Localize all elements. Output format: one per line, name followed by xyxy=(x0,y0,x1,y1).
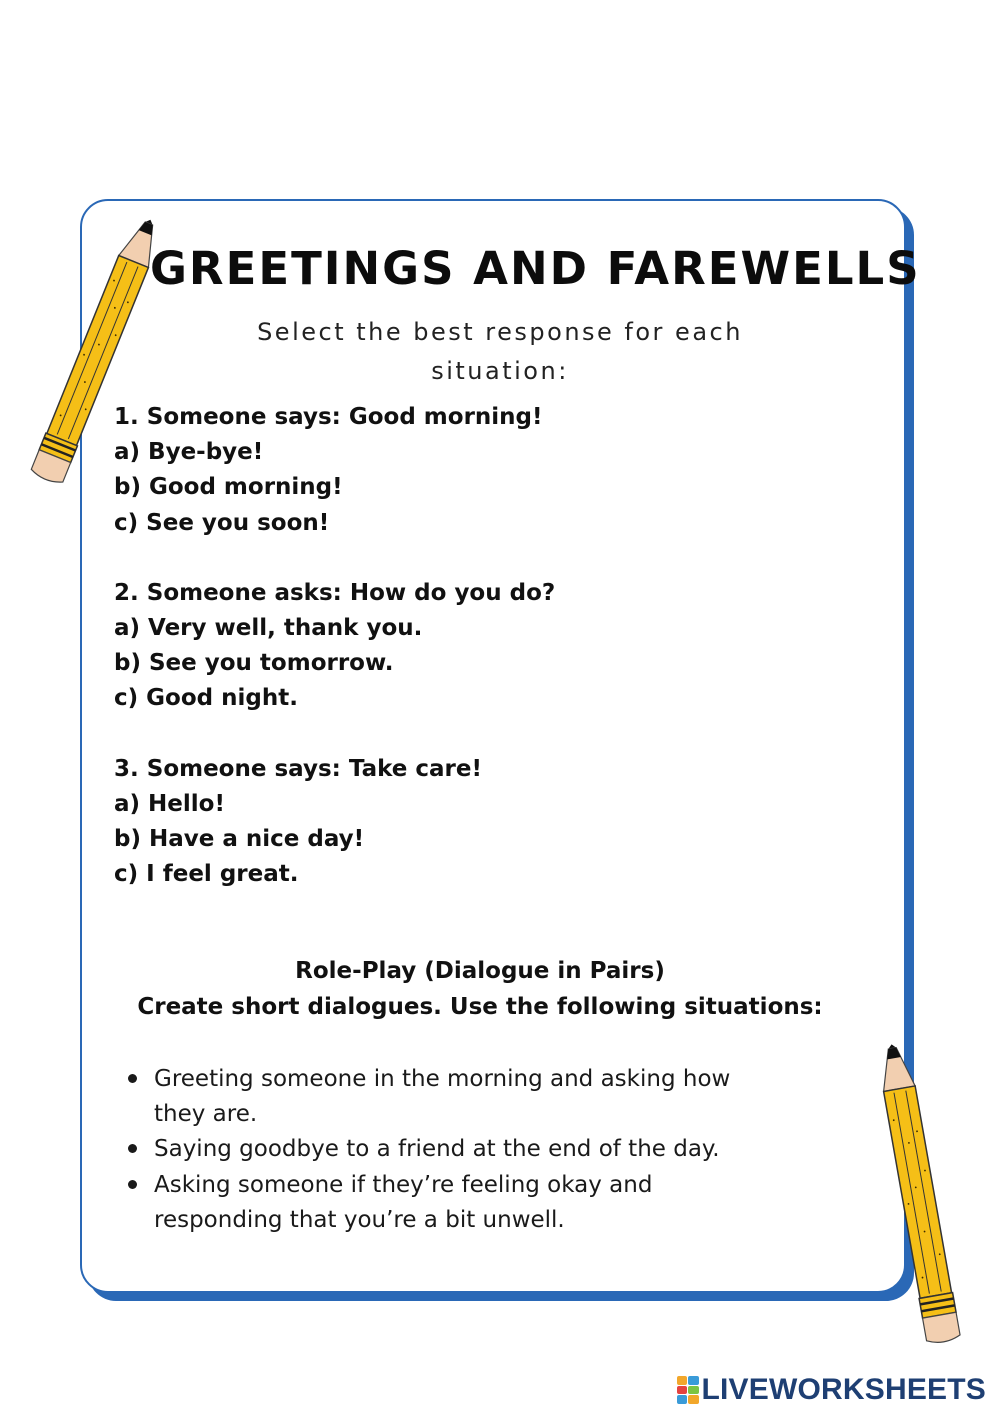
answer-option[interactable]: c) I feel great. xyxy=(114,861,299,888)
instructions-line: situation: xyxy=(431,357,569,385)
logo-mark-icon xyxy=(677,1376,699,1404)
question-prompt: 2. Someone asks: How do you do? xyxy=(114,579,556,606)
bullet-icon xyxy=(128,1180,137,1189)
bullet-icon xyxy=(128,1074,137,1083)
answer-option[interactable]: b) See you tomorrow. xyxy=(114,650,394,677)
situation-item xyxy=(114,1132,814,1167)
answer-option[interactable]: c) See you soon! xyxy=(114,509,330,536)
situation-list xyxy=(114,1062,814,1238)
roleplay-heading: Role-Play (Dialogue in Pairs) xyxy=(295,958,665,984)
answer-option[interactable]: b) Good morning! xyxy=(114,474,343,501)
instructions xyxy=(200,313,800,391)
liveworksheets-logo[interactable] xyxy=(677,1372,987,1408)
question-1 xyxy=(114,400,814,541)
bullet-icon xyxy=(128,1144,137,1153)
question-prompt: 1. Someone says: Good morning! xyxy=(114,404,543,430)
answer-option[interactable]: a) Very well, thank you. xyxy=(114,615,423,642)
instructions-line: Select the best response for each xyxy=(257,318,743,346)
logo-text: LIVEWORKSHEETS xyxy=(701,1373,986,1406)
answer-option[interactable]: a) Bye-bye! xyxy=(114,439,264,466)
question-prompt: 3. Someone says: Take care! xyxy=(114,755,482,782)
answer-option[interactable]: c) Good night. xyxy=(114,685,298,712)
answer-option[interactable]: a) Hello! xyxy=(114,790,225,817)
roleplay-section xyxy=(100,954,860,1025)
situation-text: Asking someone if they’re feeling okay and xyxy=(154,1171,653,1198)
pencil-icon xyxy=(862,1035,977,1365)
question-3 xyxy=(114,752,814,893)
situation-text: responding that you’re a bit unwell. xyxy=(154,1206,565,1233)
worksheet-title: GREETINGS AND FAREWELLS xyxy=(150,242,921,295)
question-list xyxy=(114,400,814,927)
situation-text: Saying goodbye to a friend at the end of the day. xyxy=(154,1136,720,1163)
question-2 xyxy=(114,576,814,717)
situation-item xyxy=(114,1062,814,1132)
roleplay-instruction: Create short dialogues. Use the following situations: xyxy=(137,993,823,1020)
situation-text: Greeting someone in the morning and asking how xyxy=(154,1066,731,1092)
answer-option[interactable]: b) Have a nice day! xyxy=(114,826,365,853)
situation-item xyxy=(114,1168,814,1238)
situation-text: they are. xyxy=(154,1101,258,1128)
